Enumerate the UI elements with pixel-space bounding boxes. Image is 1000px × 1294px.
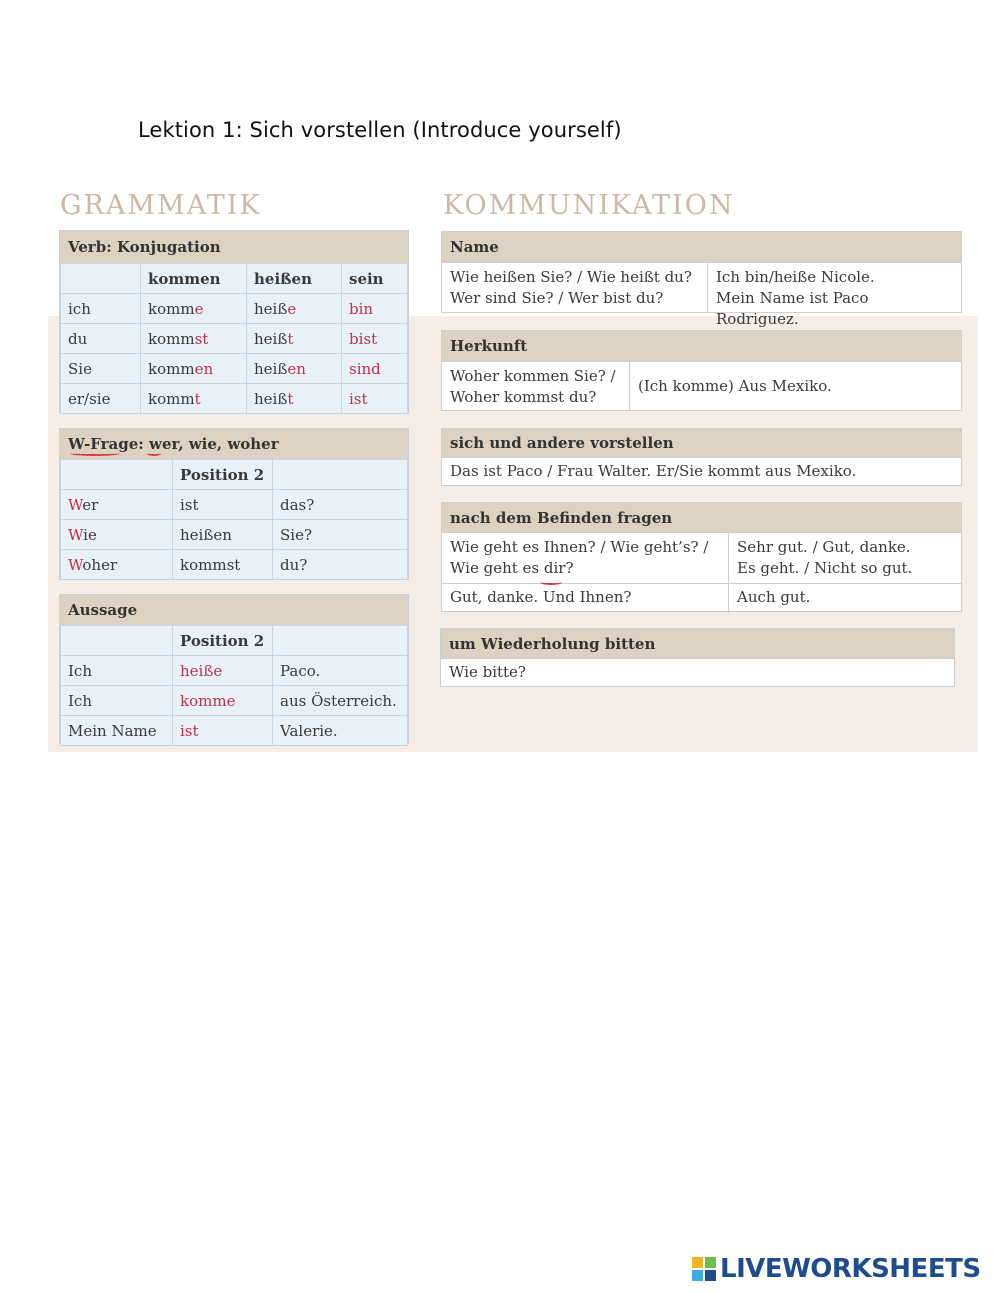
- underline-mark: [540, 580, 562, 585]
- list-item: Gut, danke. Und Ihnen? Auch gut.: [442, 583, 961, 613]
- befinden-title: nach dem Befinden fragen: [442, 503, 961, 532]
- name-box: [441, 231, 962, 328]
- list-item: Wie geht es Ihnen? / Wie geht’s? / Wie geht es dir? Sehr gut. / Gut, danke. Es geht. / Nicht so gut.: [442, 532, 961, 583]
- table-row: Wie heißen Sie?: [61, 520, 408, 550]
- aussage-title: Aussage: [60, 595, 408, 625]
- list-item: Woher kommen Sie? / Woher kommst du? (Ich komme) Aus Mexiko.: [442, 361, 961, 411]
- aussage-table: [60, 625, 408, 746]
- header-kommen: kommen: [141, 264, 247, 294]
- befinden-box: [441, 502, 962, 612]
- list-item: Das ist Paco / Frau Walter. Er/Sie kommt aus Mexiko.: [442, 457, 961, 486]
- wiederholung-title: um Wiederholung bitten: [441, 629, 954, 658]
- table-row: Ich komme aus Österreich.: [61, 686, 408, 716]
- wiederholung-box: [440, 628, 955, 687]
- konjugation-title: Verb: Konjugation: [60, 231, 408, 263]
- vorstellen-box: [441, 428, 962, 486]
- table-row: Ich heiße Paco.: [61, 656, 408, 686]
- wfrage-table: [60, 459, 408, 580]
- table-row: Wer ist das?: [61, 490, 408, 520]
- table-row: du kommst heißt bist: [61, 324, 408, 354]
- table-row: Woher kommst du?: [61, 550, 408, 580]
- page-title: Lektion 1: Sich vorstellen (Introduce yourself): [138, 118, 622, 142]
- header-heissen: heißen: [247, 264, 342, 294]
- wfrage-header-row: Position 2: [61, 460, 408, 490]
- underline-mark: [70, 451, 120, 456]
- list-item: Wie bitte?: [441, 658, 954, 687]
- konjugation-table: [60, 263, 408, 414]
- table-row: Sie kommen heißen sind: [61, 354, 408, 384]
- grammatik-heading: GRAMMATIK: [60, 190, 262, 221]
- aussage-box: [59, 594, 409, 744]
- underline-mark: [147, 451, 161, 456]
- konjugation-box: [59, 230, 409, 413]
- vorstellen-title: sich und andere vorstellen: [442, 429, 961, 457]
- aussage-header-row: Position 2: [61, 626, 408, 656]
- liveworksheets-logo: [692, 1254, 981, 1284]
- header-sein: sein: [342, 264, 408, 294]
- name-title: Name: [442, 232, 961, 262]
- logo-icon: [692, 1257, 716, 1281]
- kommunikation-heading: KOMMUNIKATION: [443, 190, 735, 221]
- konjugation-header-row: [61, 264, 408, 294]
- wfrage-title: W-Frage: wer, wie, woher: [60, 429, 408, 459]
- table-row: ich komme heiße bin: [61, 294, 408, 324]
- list-item: Wie heißen Sie? / Wie heißt du? Wer sind Sie? / Wer bist du? Ich bin/heiße Nicole. Mein Name ist Paco Rodriguez.: [442, 262, 961, 313]
- herkunft-box: [441, 330, 962, 411]
- table-row: er/sie kommt heißt ist: [61, 384, 408, 414]
- logo-text: LIVEWORKSHEETS: [720, 1254, 981, 1284]
- herkunft-title: Herkunft: [442, 331, 961, 361]
- table-row: Mein Name ist Valerie.: [61, 716, 408, 746]
